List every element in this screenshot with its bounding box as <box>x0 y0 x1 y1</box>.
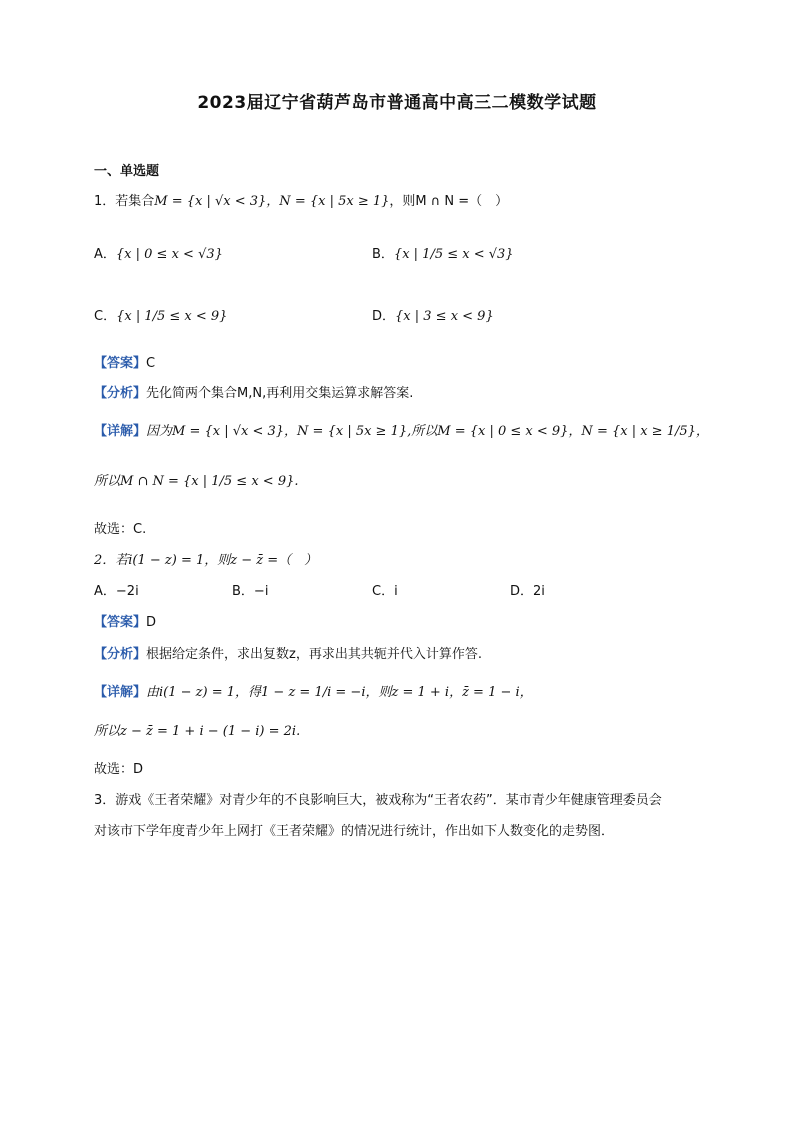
q1-stem-math: M = {x | √x < 3}，N = {x | 5x ≥ 1} <box>154 194 390 209</box>
option-text: −i <box>253 584 269 599</box>
q2-analysis <box>94 645 482 665</box>
q1-option-b <box>372 245 514 265</box>
q1-prefix: 1．若集合 <box>94 194 155 209</box>
answer-value: D <box>146 615 157 630</box>
q1-suffix: ，则M ∩ N =（ ） <box>389 194 509 209</box>
question-2-stem <box>94 551 317 571</box>
option-label: B． <box>232 584 254 599</box>
option-text: i <box>394 584 398 599</box>
q2-option-a <box>94 582 139 602</box>
question-3-line-1: 3．游戏《王者荣耀》对青少年的不良影响巨大，被戏称为“王者农药”．某市青少年健康管理委员会 <box>94 793 662 808</box>
answer-value: C <box>146 356 156 371</box>
q1-option-a <box>94 245 223 265</box>
option-label: C． <box>94 309 117 324</box>
q2-conclusion: 故选：D <box>94 762 144 777</box>
q1-analysis <box>94 384 413 404</box>
detail-text: 因为M = {x | √x < 3}，N = {x | 5x ≥ 1},所以M = {x | 0 ≤ x < 9}，N = {x | x ≥ 1/5}， <box>146 424 709 439</box>
q1-detail-line-1 <box>94 422 709 442</box>
q2-detail-line-2 <box>94 722 300 742</box>
option-text: {x | 1/5 ≤ x < 9} <box>116 309 228 324</box>
detail-tag: 【详解】 <box>94 424 147 439</box>
option-label: D． <box>510 584 534 599</box>
option-text: {x | 0 ≤ x < √3} <box>115 247 223 262</box>
answer-tag: 【答案】 <box>94 356 147 371</box>
option-text: {x | 3 ≤ x < 9} <box>395 309 494 324</box>
q2-option-b <box>232 582 268 602</box>
detail-text: 所以z − z̄ = 1 + i − (1 − i) = 2i. <box>94 724 301 739</box>
analysis-text: 先化简两个集合M,N,再利用交集运算求解答案. <box>146 386 414 401</box>
section-heading: 一、单选题 <box>94 164 160 179</box>
q2-detail-line-1 <box>94 683 533 703</box>
option-text: {x | 1/5 ≤ x < √3} <box>393 247 514 262</box>
q1-answer <box>94 354 155 374</box>
q2-stem-text: 2．若i(1 − z) = 1，则z − z̄ =（ ） <box>94 553 318 568</box>
q1-option-c <box>94 307 227 327</box>
option-label: A． <box>94 584 116 599</box>
q2-option-d <box>510 582 545 602</box>
detail-text: 由i(1 − z) = 1，得1 − z = 1/i = −i，则z = 1 + i，z̄ = 1 − i， <box>146 685 533 700</box>
option-label: D． <box>372 309 396 324</box>
analysis-tag: 【分析】 <box>94 647 147 662</box>
question-3-line-2: 对该市下学年度青少年上网打《王者荣耀》的情况进行统计，作出如下人数变化的走势图． <box>94 824 615 839</box>
option-text: −2i <box>115 584 139 599</box>
detail-tag: 【详解】 <box>94 685 147 700</box>
q1-detail-line-2 <box>94 472 299 492</box>
q2-answer <box>94 613 156 633</box>
option-label: C． <box>372 584 395 599</box>
analysis-text: 根据给定条件，求出复数z，再求出其共轭并代入计算作答. <box>146 647 482 662</box>
detail-text: 所以M ∩ N = {x | 1/5 ≤ x < 9}. <box>94 474 299 489</box>
analysis-tag: 【分析】 <box>94 386 147 401</box>
q2-option-c <box>372 582 398 602</box>
option-label: B． <box>372 247 394 262</box>
page-title: 2023届辽宁省葫芦岛市普通高中高三二模数学试题 <box>197 93 597 113</box>
q1-option-d <box>372 307 494 327</box>
q1-conclusion: 故选：C. <box>94 522 147 537</box>
answer-tag: 【答案】 <box>94 615 147 630</box>
question-1-stem <box>94 192 508 212</box>
option-text: 2i <box>533 584 545 599</box>
option-label: A． <box>94 247 116 262</box>
